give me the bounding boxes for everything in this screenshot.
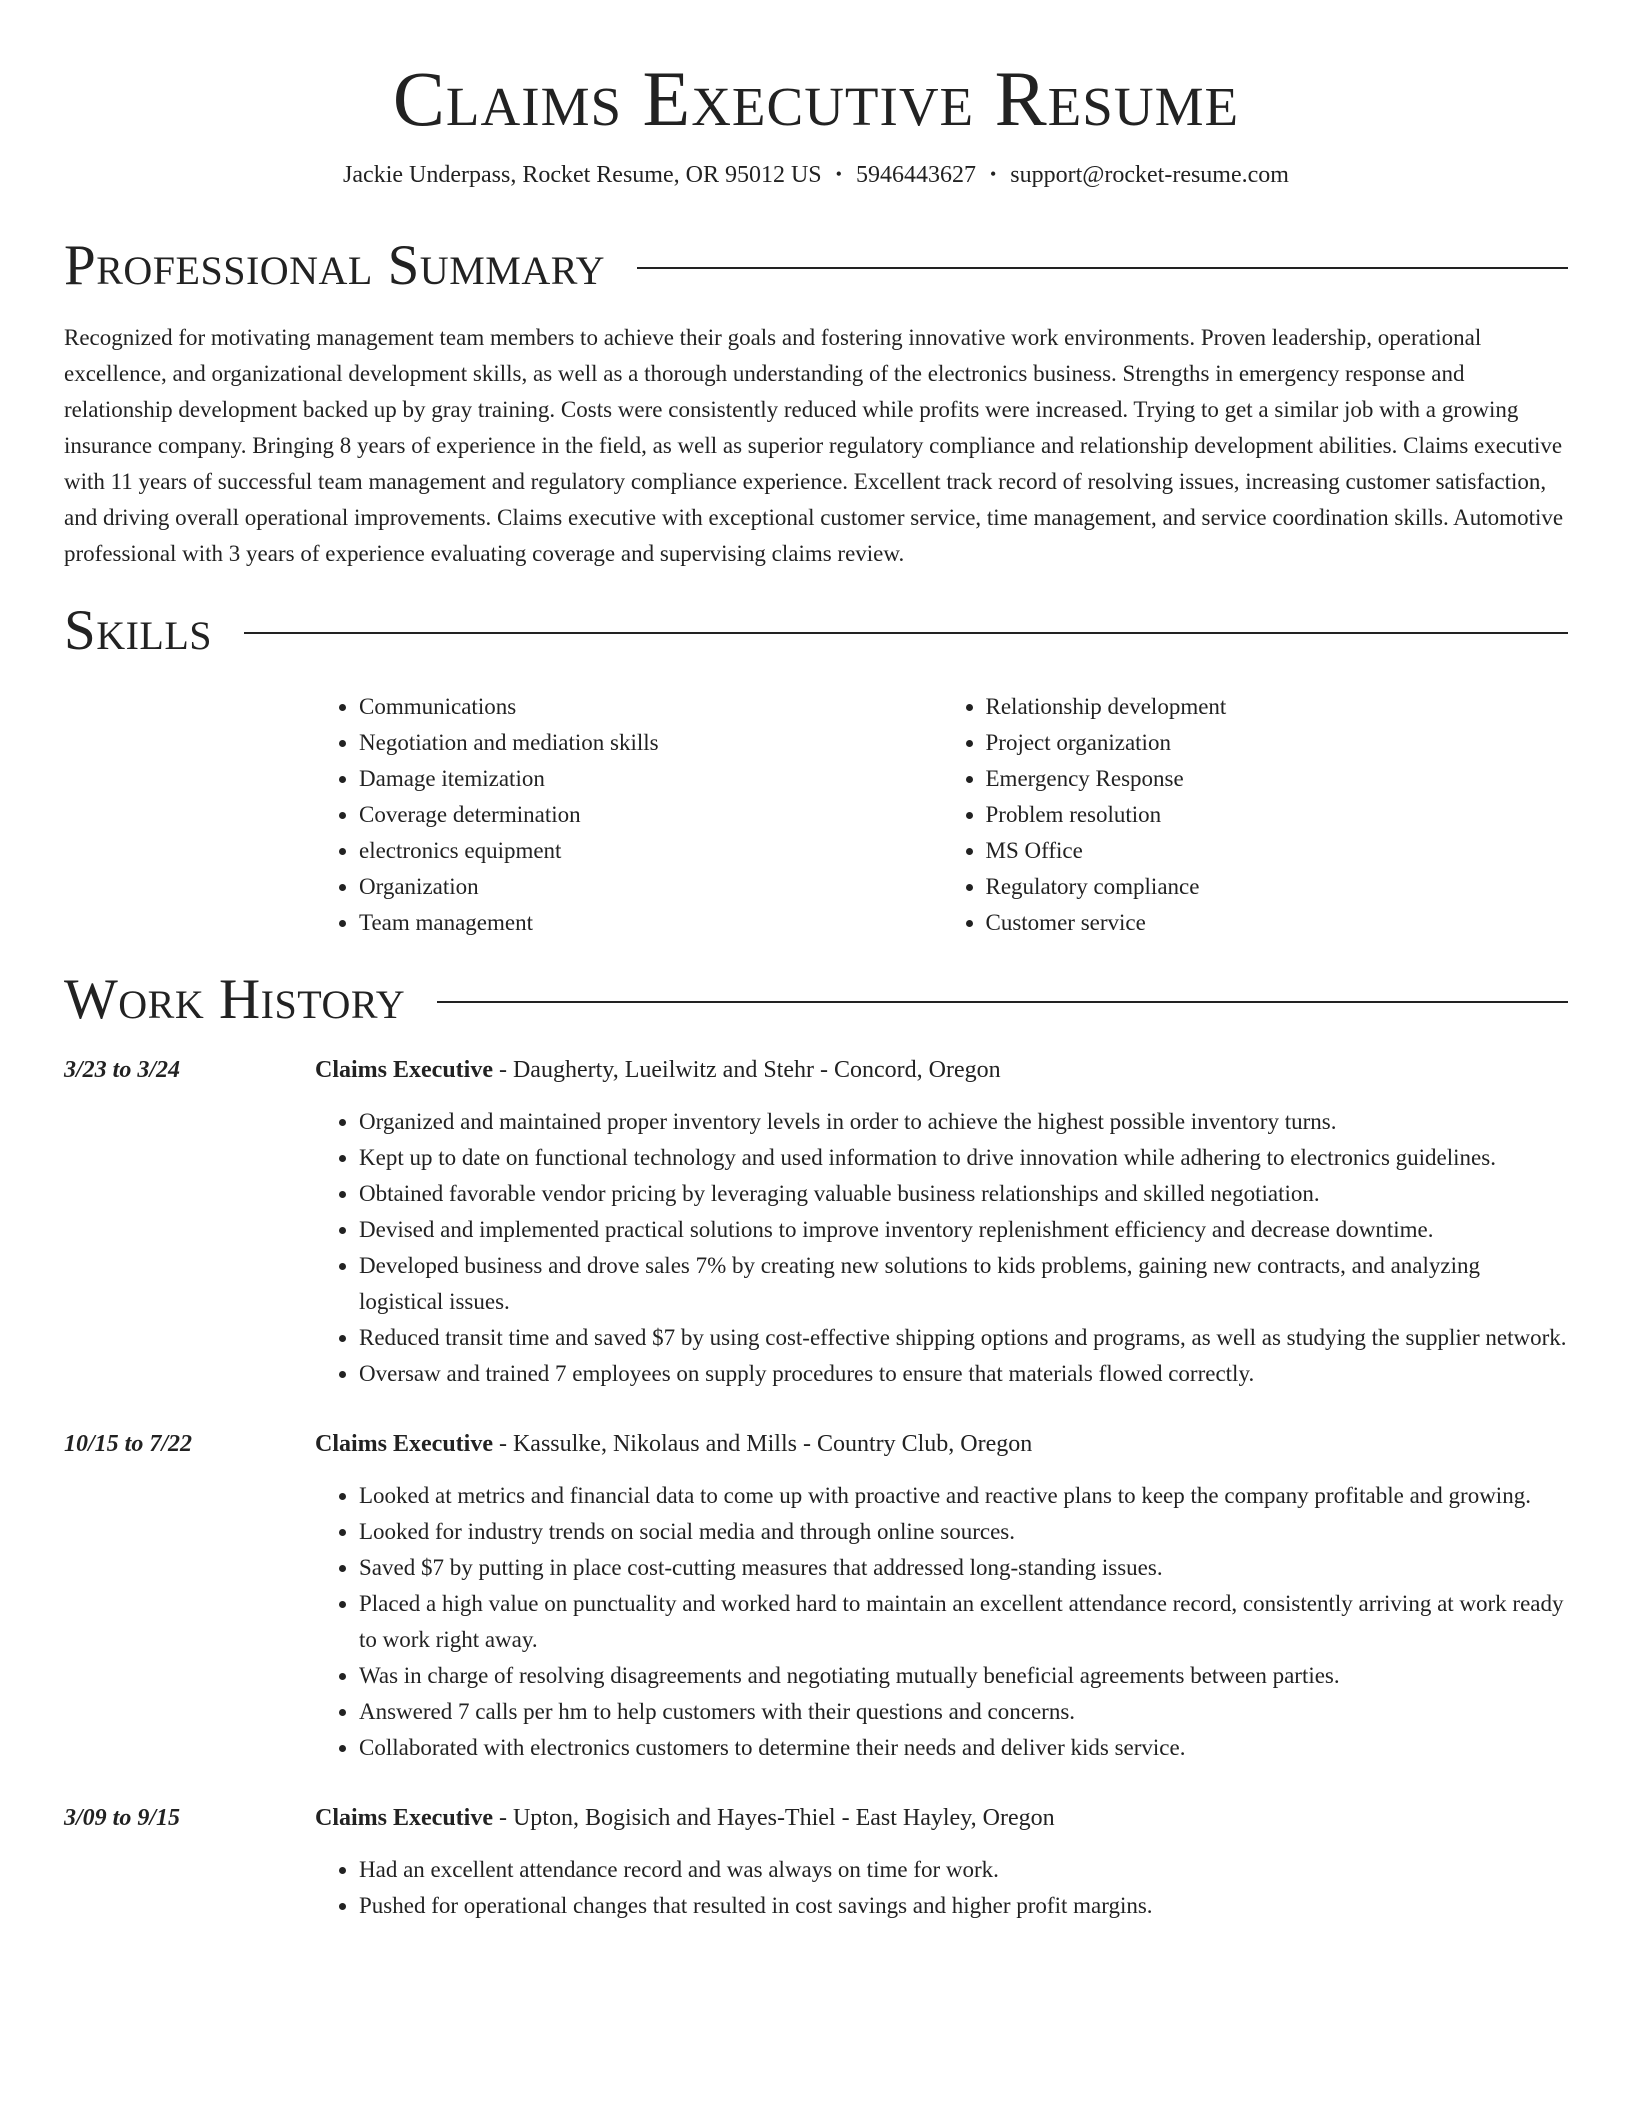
job-bullet: • Looked at metrics and financial data to come up with proactive and reactive plans to keep the company profitable and growing. xyxy=(359,1478,1568,1514)
work-heading: Work History xyxy=(64,967,406,1031)
job-position: Claims Executive xyxy=(315,1804,493,1831)
summary-section-header xyxy=(64,233,1568,297)
job-company: - Upton, Bogisich and Hayes-Thiel - East Hayley, Oregon xyxy=(492,1804,1055,1831)
skill-item: • Relationship development xyxy=(986,689,1569,725)
contact-address: Jackie Underpass, Rocket Resume, OR 95012 US xyxy=(343,161,822,188)
job-bullets xyxy=(315,1478,1568,1766)
section-divider xyxy=(637,267,1568,269)
skill-item: • Damage itemization xyxy=(359,761,942,797)
skill-item: • Customer service xyxy=(986,905,1569,941)
job-dates: 3/23 to 3/24 xyxy=(64,1056,181,1083)
skill-item: • Team management xyxy=(359,905,942,941)
job-bullet: • Oversaw and trained 7 employees on supply procedures to ensure that materials flowed correctly. xyxy=(359,1356,1568,1392)
contact-phone: 5946443627 xyxy=(855,161,976,188)
contact-email: support@rocket-resume.com xyxy=(1010,161,1289,188)
job-position: Claims Executive xyxy=(315,1056,493,1083)
skill-item: • Negotiation and mediation skills xyxy=(359,725,942,761)
skill-item: • Problem resolution xyxy=(986,797,1569,833)
contact-line xyxy=(64,162,1568,189)
job-bullet: • Reduced transit time and saved $7 by using cost-effective shipping options and programs, as well as studying the supplier network. xyxy=(359,1320,1568,1356)
job-bullet: • Kept up to date on functional technology and used information to drive innovation while adhering to electronics guidelines. xyxy=(359,1140,1568,1176)
work-section-header xyxy=(64,967,1568,1031)
job-bullets xyxy=(315,1104,1568,1392)
skill-item: • Regulatory compliance xyxy=(986,869,1569,905)
skill-item: • Organization xyxy=(359,869,942,905)
job-header xyxy=(315,1426,1568,1462)
job-bullet: • Devised and implemented practical solutions to improve inventory replenishment efficiency and decrease downtime. xyxy=(359,1212,1568,1248)
job-bullet: • Was in charge of resolving disagreements and negotiating mutually beneficial agreements between parties. xyxy=(359,1658,1568,1694)
job-entry xyxy=(64,1426,1568,1766)
skill-item: • electronics equipment xyxy=(359,833,942,869)
job-bullet: • Answered 7 calls per hm to help customers with their questions and concerns. xyxy=(359,1694,1568,1730)
job-bullet: • Looked for industry trends on social media and through online sources. xyxy=(359,1514,1568,1550)
job-entry xyxy=(64,1052,1568,1392)
job-bullet: • Pushed for operational changes that resulted in cost savings and higher profit margins. xyxy=(359,1888,1568,1924)
job-bullet: • Developed business and drove sales 7% by creating new solutions to kids problems, gaining new contracts, and analyzing logistical issues. xyxy=(359,1248,1568,1320)
job-entry xyxy=(64,1800,1568,1924)
job-header xyxy=(315,1052,1568,1088)
job-company: - Kassulke, Nikolaus and Mills - Country Club, Oregon xyxy=(492,1430,1033,1457)
skills-heading: Skills xyxy=(64,598,213,662)
job-position: Claims Executive xyxy=(315,1430,493,1457)
job-bullets xyxy=(315,1852,1568,1924)
job-bullet: • Collaborated with electronics customers to determine their needs and deliver kids service. xyxy=(359,1730,1568,1766)
skill-item: • Communications xyxy=(359,689,942,725)
skills-list xyxy=(315,689,1568,941)
skill-item: • Emergency Response xyxy=(986,761,1569,797)
section-divider xyxy=(437,1001,1568,1003)
job-bullet: • Obtained favorable vendor pricing by leveraging valuable business relationships and skilled negotiation. xyxy=(359,1176,1568,1212)
job-company: - Daugherty, Lueilwitz and Stehr - Concord, Oregon xyxy=(492,1056,1001,1083)
skill-item: • Project organization xyxy=(986,725,1569,761)
job-bullet: • Placed a high value on punctuality and worked hard to maintain an excellent attendance record, consistently arriving at work ready to work right away. xyxy=(359,1586,1568,1658)
skill-item: • Coverage determination xyxy=(359,797,942,833)
skills-column-right xyxy=(942,689,1569,941)
contact-separator: • xyxy=(989,163,997,184)
job-header xyxy=(315,1800,1568,1836)
summary-text: Recognized for motivating management team members to achieve their goals and fostering innovative work environments. Proven leadership, operational excellence, and organizational development skills, as well as a thorough understanding of the electronics business. Strengths in emergency response and relationship development backed up by gray training. Costs were consistently reduced while profits were increased. Trying to get a similar job with a growing insurance company. Bringing 8 years of experience in the field, as well as superior regulatory compliance and relationship development abilities. Claims executive with 11 years of successful team management and regulatory compliance experience. Excellent track record of resolving issues, increasing customer satisfaction, and driving overall operational improvements. Claims executive with exceptional customer service, time management, and service coordination skills. Automotive professional with 3 years of experience evaluating coverage and supervising claims review. xyxy=(64,324,1564,566)
job-bullet: • Saved $7 by putting in place cost-cutting measures that addressed long-standing issues. xyxy=(359,1550,1568,1586)
job-dates: 10/15 to 7/22 xyxy=(64,1430,193,1457)
skills-column-left xyxy=(315,689,942,941)
job-dates: 3/09 to 9/15 xyxy=(64,1804,181,1831)
contact-separator: • xyxy=(835,163,842,184)
section-divider xyxy=(244,632,1568,634)
skill-item: • MS Office xyxy=(986,833,1569,869)
job-bullet: • Had an excellent attendance record and was always on time for work. xyxy=(359,1852,1568,1888)
job-bullet: • Organized and maintained proper inventory levels in order to achieve the highest possible inventory turns. xyxy=(359,1104,1568,1140)
skills-section-header xyxy=(64,598,1568,662)
resume-title: Claims Executive Resume xyxy=(392,55,1240,142)
summary-heading: Professional Summary xyxy=(64,233,606,297)
